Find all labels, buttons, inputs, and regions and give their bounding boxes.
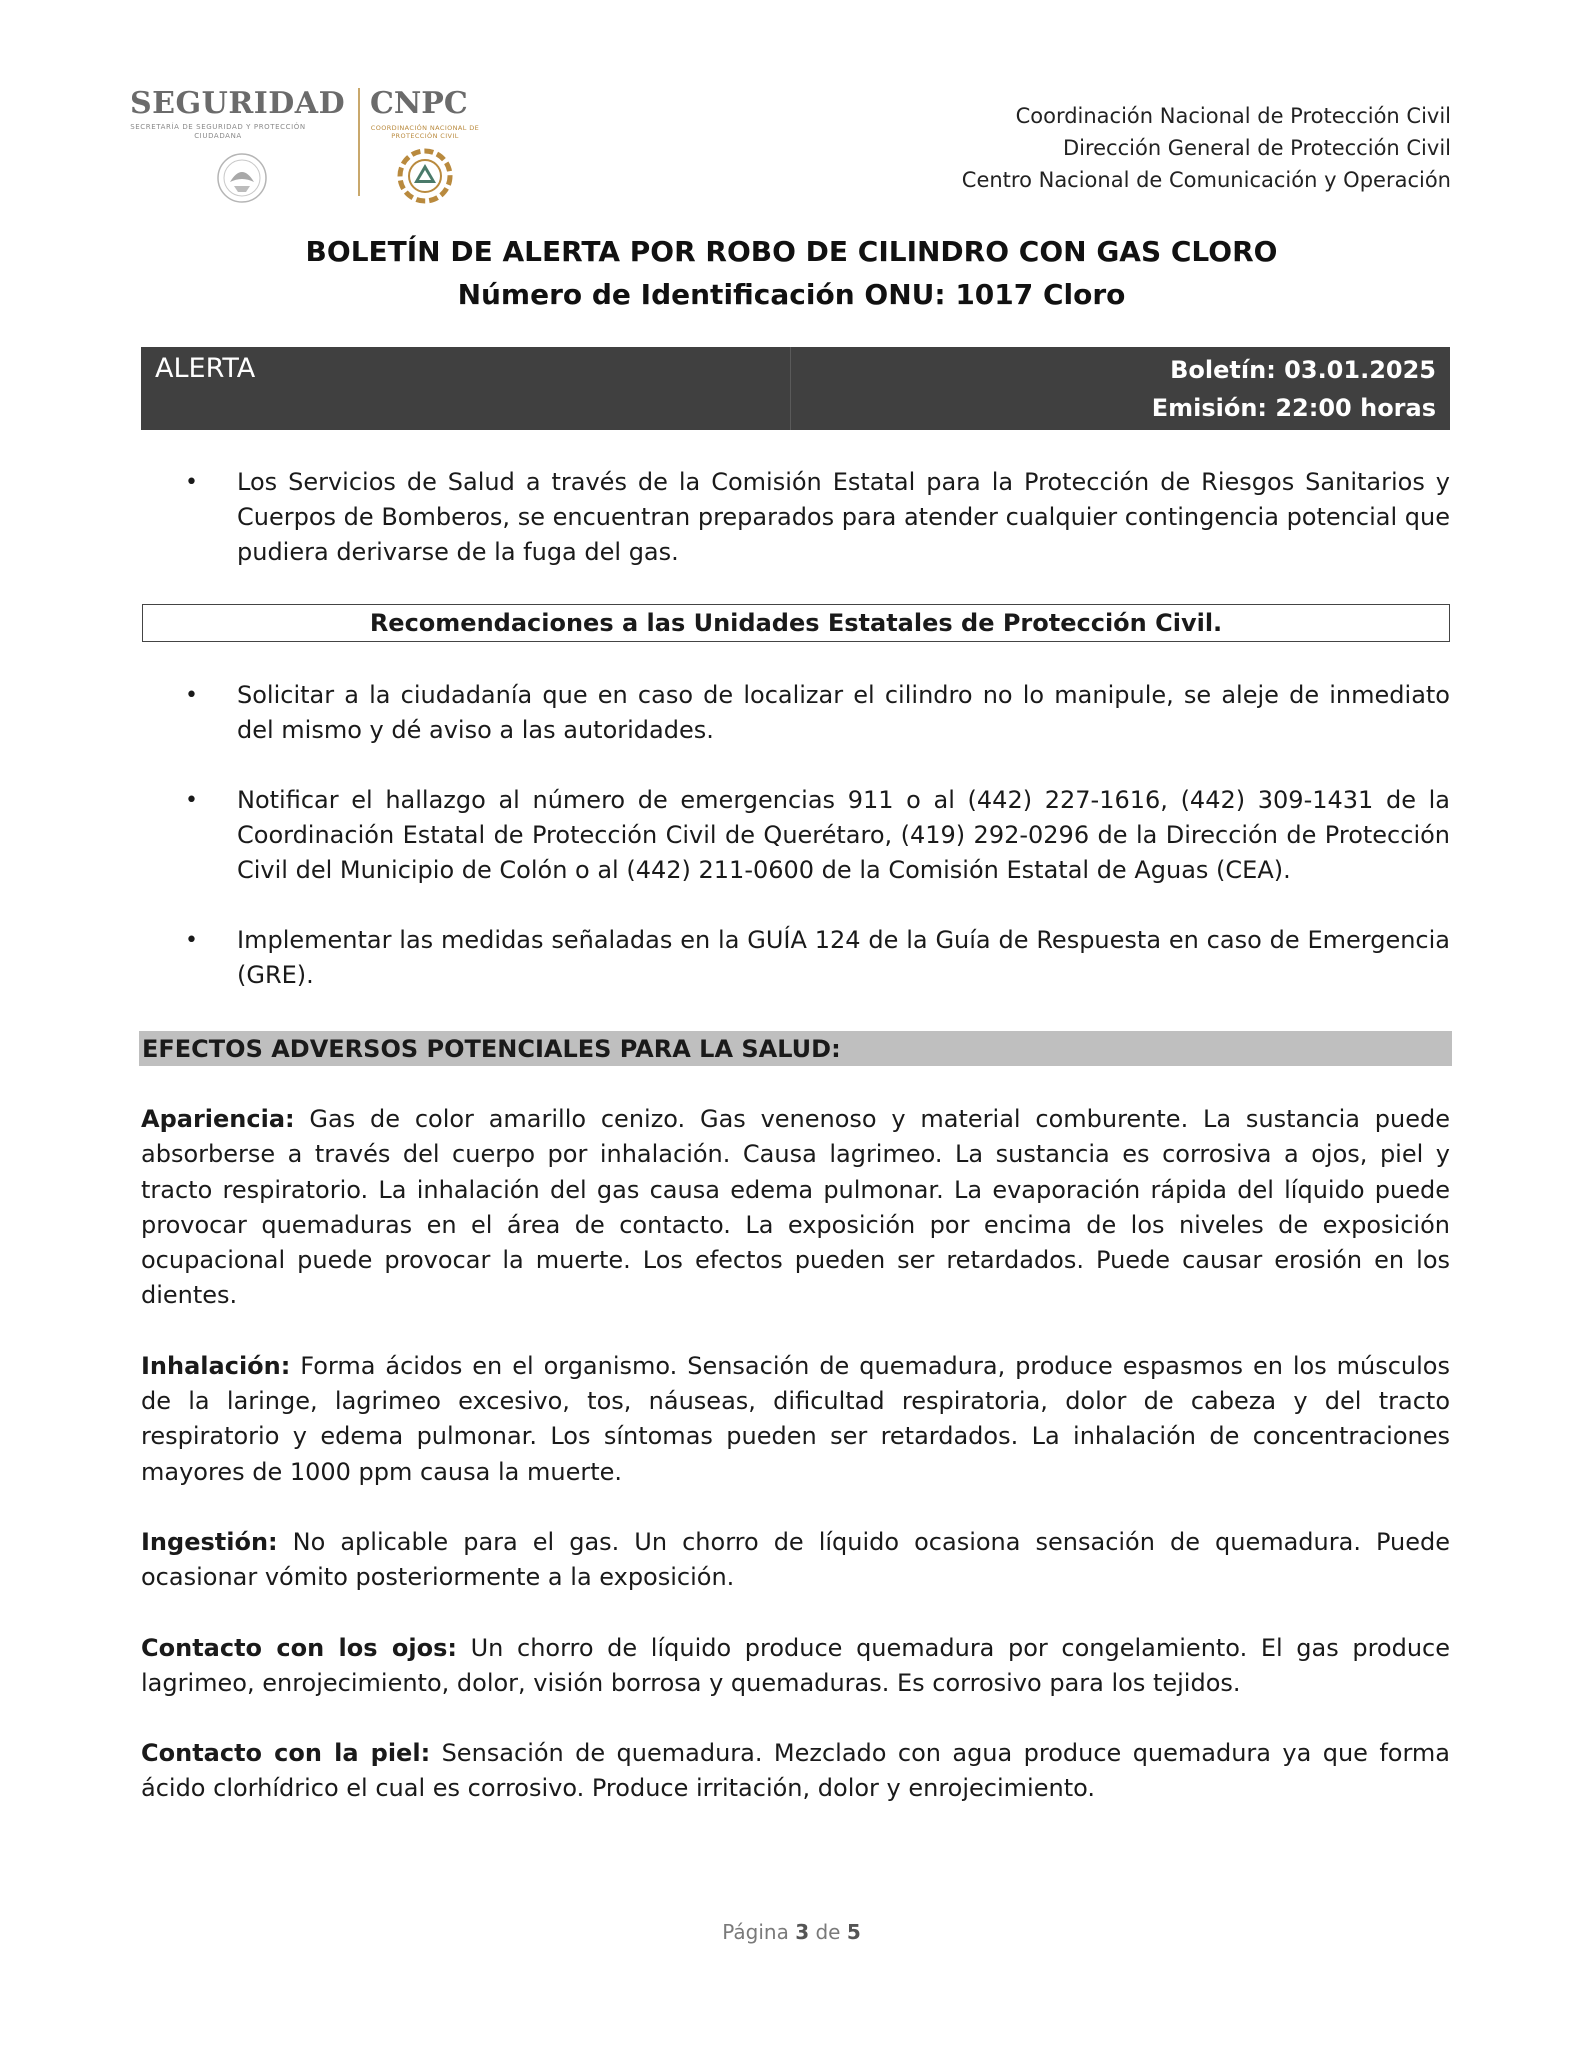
cnpc-logo [370, 86, 510, 140]
cnpc-subtitle: COORDINACIÓN NACIONAL DE PROTECCIÓN CIVIL [370, 124, 480, 140]
bulletin-date: Boletín: 03.01.2025 [1170, 356, 1436, 384]
health-services-list [141, 465, 1450, 570]
list-item-text: Los Servicios de Salud a través de la Comisión Estatal para la Protección de Riesgos Sanitarios y Cuerpos de Bomberos, se encuentran preparados para atender cualquier contingencia potencial que pudiera derivarse de la fuga del gas. [237, 468, 1450, 566]
effect-text: Un chorro de líquido produce quemadura por congelamiento. El gas produce lagrimeo, enrojecimiento, dolor, visión borrosa y quemaduras. Es corrosivo para los tejidos. [141, 1633, 1451, 1697]
recommendations-list [141, 678, 1450, 1028]
agency-header [962, 100, 1451, 196]
document-title [0, 230, 1583, 316]
list-item [141, 783, 1450, 888]
header-logos [130, 86, 510, 202]
effect-label: Contacto con la piel: [141, 1739, 431, 1768]
page-of: de [815, 1920, 841, 1944]
list-item [141, 923, 1450, 993]
cnpc-wordmark: CNPC [370, 86, 468, 121]
agency-line-3: Centro Nacional de Comunicación y Operación [961, 168, 1451, 192]
emission-time: Emisión: 22:00 horas [1151, 394, 1436, 422]
current-page: 3 [795, 1920, 810, 1944]
effect-text: Gas de color amarillo cenizo. Gas venenoso y material comburente. La sustancia puede absorberse a través del cuerpo por inhalación. Causa lagrimeo. La sustancia es corrosiva a ojos, piel y tracto respiratorio. La inhalación del gas causa edema pulmonar. La evaporación rápida del líquido puede provocar quemaduras en el área de contacto. La exposición por encima de los niveles de exposición ocupacional puede provocar la muerte. Los efectos pueden ser retardados. Puede causar erosión en los dientes. [141, 1105, 1450, 1310]
effect-label: Ingestión: [141, 1527, 278, 1556]
agency-line-2: Dirección General de Protección Civil [1062, 136, 1451, 160]
bullet-icon: • [185, 928, 198, 953]
health-effects-section [141, 1102, 1450, 1842]
effect-label: Apariencia: [141, 1105, 295, 1133]
effect-text: No aplicable para el gas. Un chorro de líquido ocasiona sensación de quemadura. Puede ocasionar vómito posteriormente a la exposición. [141, 1527, 1450, 1592]
alert-meta [791, 347, 1450, 430]
title-line-2: Número de Identificación ONU: 1017 Cloro [457, 278, 1126, 311]
agency-line-1: Coordinación Nacional de Protección Civil [1015, 104, 1451, 128]
effect-inhalation [141, 1349, 1450, 1490]
civil-protection-emblem-icon [397, 148, 453, 204]
effect-ingestion [141, 1525, 1450, 1596]
mexico-coat-of-arms-icon [216, 152, 268, 204]
seguridad-subtitle: SECRETARÍA DE SEGURIDAD Y PROTECCIÓN CIUDADANA [130, 123, 306, 140]
health-effects-heading: EFECTOS ADVERSOS POTENCIALES PARA LA SALUD: [139, 1031, 1452, 1066]
logo-divider [358, 88, 360, 196]
seguridad-wordmark: SEGURIDAD [130, 86, 346, 121]
list-item [141, 678, 1450, 748]
total-pages: 5 [846, 1920, 861, 1944]
effect-label: Inhalación: [141, 1351, 291, 1380]
seguridad-logo [130, 86, 352, 141]
effect-appearance [141, 1102, 1450, 1314]
list-item-text: Solicitar a la ciudadanía que en caso de localizar el cilindro no lo manipule, se aleje de inmediato del mismo y dé aviso a las autoridades. [237, 681, 1450, 744]
list-item-text: Notificar el hallazgo al número de emergencias 911 o al (442) 227-1616, (442) 309-1431 de la Coordinación Estatal de Protección Civil de Querétaro, (419) 292-0296 de la Dirección de Protección Civil del Municipio de Colón o al (442) 211-0600 de la Comisión Estatal de Aguas (CEA). [237, 786, 1450, 884]
list-item [141, 465, 1450, 570]
effect-label: Contacto con los ojos: [141, 1633, 457, 1662]
page-word: Página [722, 1920, 789, 1944]
effect-skin-contact [141, 1736, 1450, 1807]
effect-eye-contact [141, 1631, 1450, 1702]
bullet-icon: • [185, 470, 198, 495]
recommendations-heading: Recomendaciones a las Unidades Estatales de Protección Civil. [142, 604, 1450, 642]
bullet-icon: • [185, 683, 198, 708]
list-item-text: Implementar las medidas señaladas en la GUÍA 124 de la Guía de Respuesta en caso de Emergencia (GRE). [237, 926, 1450, 989]
alert-bar [141, 347, 1450, 430]
effect-text: Forma ácidos en el organismo. Sensación de quemadura, produce espasmos en los músculos de la laringe, lagrimeo excesivo, tos, náuseas, dificultad respiratoria, dolor de cabeza y del tracto respiratorio y edema pulmonar. Los síntomas pueden ser retardados. La inhalación de concentraciones mayores de 1000 ppm causa la muerte. [141, 1351, 1450, 1486]
bullet-icon: • [185, 788, 198, 813]
effect-text: Sensación de quemadura. Mezclado con agua produce quemadura ya que forma ácido clorhídrico el cual es corrosivo. Produce irritación, dolor y enrojecimiento. [141, 1739, 1450, 1803]
title-line-1: BOLETÍN DE ALERTA POR ROBO DE CILINDRO CON GAS CLORO [305, 235, 1278, 268]
page-number [0, 1920, 1583, 1944]
alert-label: ALERTA [141, 347, 791, 430]
